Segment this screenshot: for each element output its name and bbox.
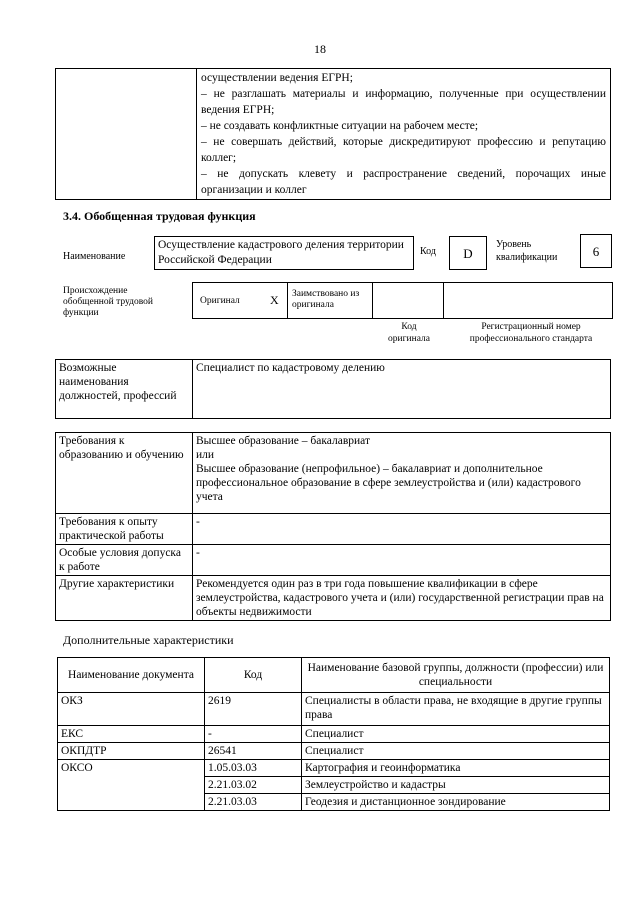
- requirement-label: Требования к образованию и обучению: [56, 433, 193, 514]
- duty-line: осуществлении ведения ЕГРН;: [201, 72, 353, 84]
- positions-table: [55, 359, 611, 419]
- duty-line: – не совершать действий, которые дискредитируют профессию и репутацию коллег;: [201, 136, 606, 164]
- original-label: Оригинал: [200, 296, 240, 306]
- table-row: [58, 760, 610, 777]
- positions-value: Специалист по кадастровому делению: [193, 360, 611, 419]
- additional-title: Дополнительные характеристики: [63, 633, 234, 647]
- duty-line: – не разглашать материалы и информацию, полученные при осуществлении ведения ЕГРН;: [201, 88, 606, 116]
- continuation-left-cell: [56, 69, 197, 200]
- duty-line: – не допускать клевету и распространение сведений, порочащих иные организации и коллег: [201, 168, 606, 196]
- requirement-label: Другие характеристики: [56, 576, 193, 621]
- header-document: Наименование документа: [58, 658, 205, 693]
- requirement-line: или: [196, 449, 215, 461]
- level-value: 6: [592, 244, 600, 259]
- cell-group: Картография и геоинформатика: [302, 760, 610, 777]
- origin-label: Происхождение обобщенной трудовой функции: [63, 286, 153, 318]
- cell-code: 1.05.03.03: [205, 760, 302, 777]
- cell-code: 26541: [205, 743, 302, 760]
- cell-code: 2619: [205, 693, 302, 726]
- level-label: Уровень квалификации: [496, 239, 558, 263]
- requirement-value: [193, 514, 611, 545]
- cell-code: 2.21.03.02: [205, 777, 302, 794]
- table-row: [58, 726, 610, 743]
- additional-table: [57, 657, 610, 811]
- cell-group: Специалисты в области права, не входящие в другие группы права: [302, 693, 610, 726]
- requirement-label: Особые условия допуска к работе: [56, 545, 193, 576]
- requirement-value: [193, 576, 611, 621]
- duty-line: – не создавать конфликтные ситуации на рабочем месте;: [201, 120, 479, 132]
- cell-document: ОКПДТР: [58, 743, 205, 760]
- code-value: D: [463, 246, 473, 261]
- continuation-table: [55, 68, 611, 200]
- cell-group: Специалист: [302, 726, 610, 743]
- page-number: 18: [314, 42, 326, 56]
- name-value: Осуществление кадастрового деления территории Российской Федерации: [158, 239, 404, 266]
- reg-caption: Регистрационный номер профессионального стандарта: [469, 322, 593, 344]
- requirements-table: [55, 432, 611, 621]
- requirement-line: Высшее образование – бакалавриат: [196, 435, 370, 447]
- table-row: [58, 743, 610, 760]
- cell-group: Геодезия и дистанционное зондирование: [302, 794, 610, 811]
- header-group: Наименование базовой группы, должности (профессии) или специальности: [302, 658, 610, 693]
- requirement-line: Высшее образование (непрофильное) – бакалавриат и дополнительное профессиональное образование в сфере землеустройства и (или) кадастрового учета: [196, 463, 581, 503]
- cell-code: 2.21.03.03: [205, 794, 302, 811]
- cell-code: -: [205, 726, 302, 743]
- cell-document: ОКСО: [58, 760, 205, 811]
- cell-document: ОКЗ: [58, 693, 205, 726]
- requirement-label: Требования к опыту практической работы: [56, 514, 193, 545]
- code-label: Код: [420, 246, 436, 257]
- cell-group: Землеустройство и кадастры: [302, 777, 610, 794]
- original-mark: X: [270, 293, 279, 307]
- borrowed-label: Заимствовано из оригинала: [292, 289, 360, 310]
- requirement-value: [193, 545, 611, 576]
- cell-document: ЕКС: [58, 726, 205, 743]
- requirement-value: [193, 433, 611, 514]
- requirement-line: Рекомендуется один раз в три года повышение квалификации в сфере землеустройства, кадастрового учета и (или) государственной регистрации прав на объекты недвижимости: [196, 578, 604, 618]
- positions-label: Возможные наименования должностей, профессий: [56, 360, 193, 419]
- cell-group: Специалист: [302, 743, 610, 760]
- continuation-right-cell: [197, 69, 611, 200]
- requirement-line: -: [196, 547, 200, 559]
- requirement-line: -: [196, 516, 200, 528]
- section-heading: 3.4. Обобщенная трудовая функция: [63, 209, 256, 223]
- name-label: Наименование: [63, 251, 126, 262]
- origin-box: [192, 282, 613, 319]
- table-row: [58, 693, 610, 726]
- header-code: Код: [205, 658, 302, 693]
- code-caption: Код оригинала: [388, 322, 430, 344]
